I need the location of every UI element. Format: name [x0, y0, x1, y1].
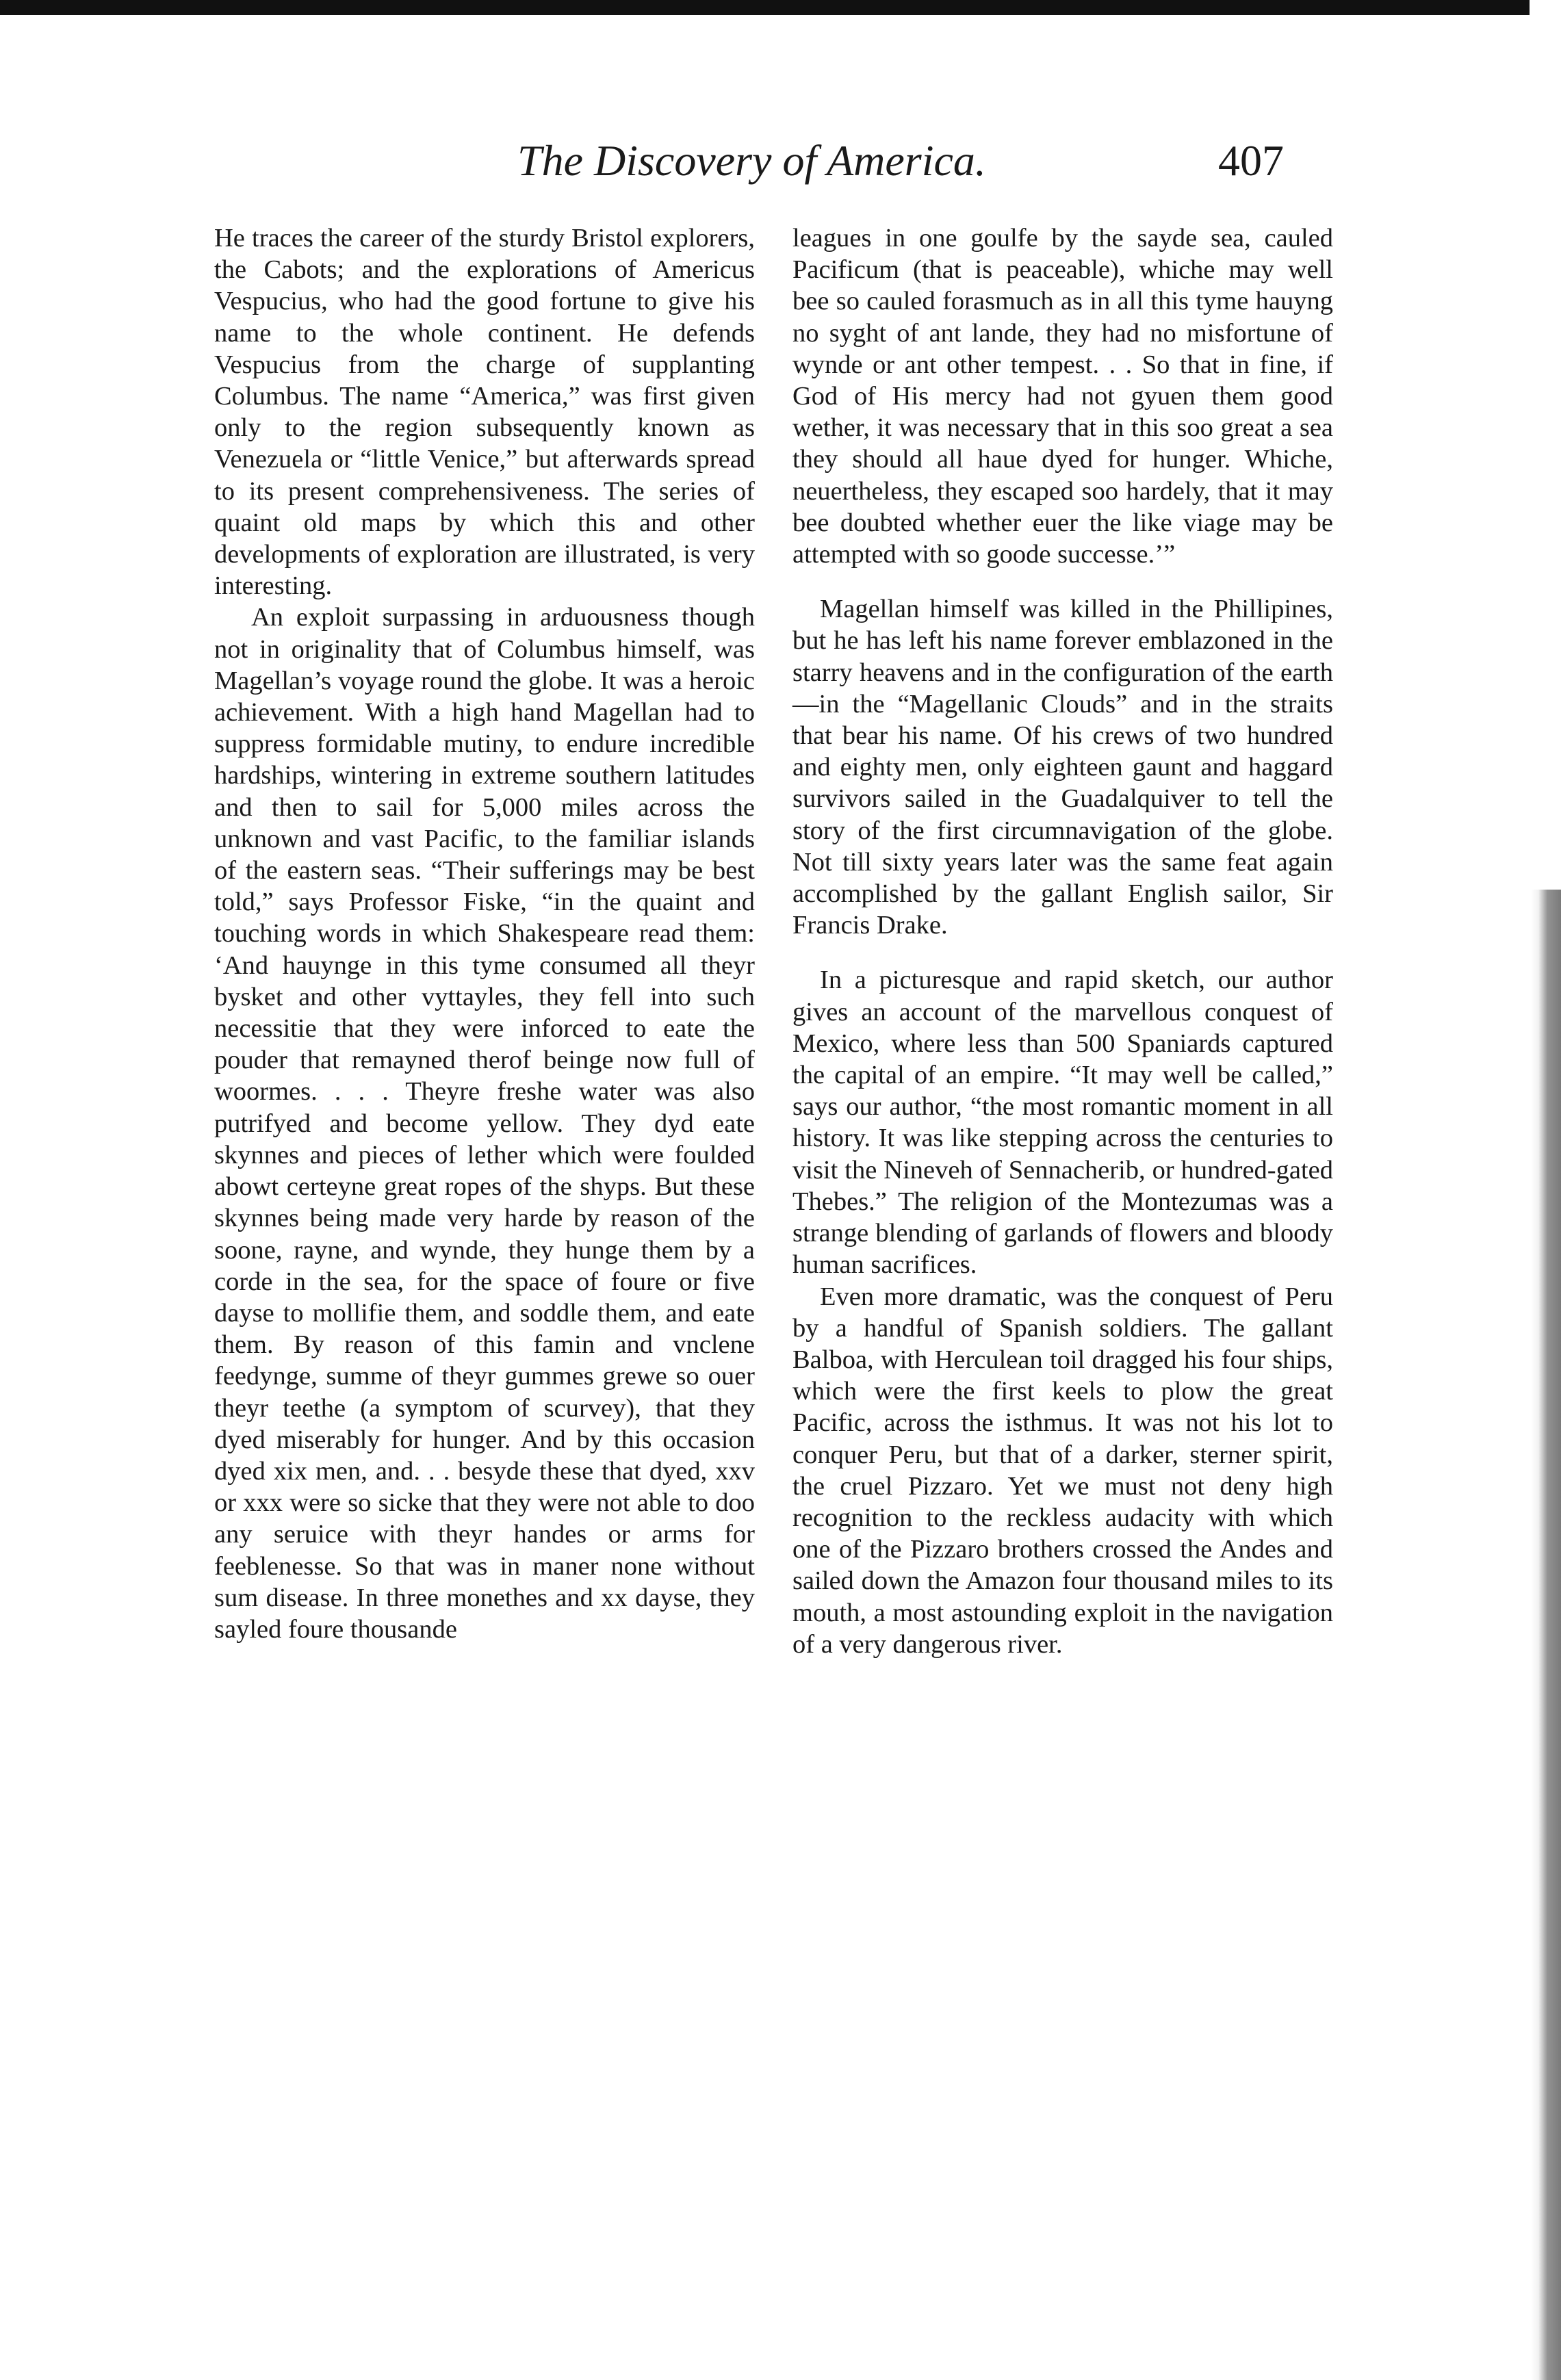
paragraph: leagues in one goulfe by the sayde sea, cauled Pacificum (that is peaceable), whiche may well bee so cauled forasmuch as in all this tyme hauyng no syght of ant lande, they had no misfortune of wynde or ant other tempest. . . So that in fine, if God of His mercy had not gyuen them good wether, it was necessary that in this soo great a sea they should all haue dyed for hunger. Whiche, neuertheless, they escaped soo hardely, that it may bee doubted whether euer the like viage may be attempted with so goode successe.’”: [792, 224, 1333, 569]
page-edge-shadow: [1531, 890, 1561, 2380]
right-column: [792, 222, 1333, 1660]
top-scan-border: [0, 0, 1530, 15]
paragraph: Even more dramatic, was the conquest of Peru by a handful of Spanish soldiers. The gallant Balboa, with Herculean toil dragged his four ships, which were the first keels to plow the great Pacific, across the isthmus. It was not his lot to conquer Peru, but that of a darker, sterner spirit, the cruel Pizzaro. Yet we must not deny high recognition to the reckless audacity with which one of the Pizzaro brothers crossed the Andes and sailed down the Amazon four thousand miles to its mouth, a most astounding exploit in the navigation of a very dangerous river.: [792, 1282, 1333, 1659]
paragraph: An exploit surpassing in arduousness though not in originality that of Columbus himself, was Magellan’s voyage round the globe. It was a heroic achievement. With a high hand Magellan had to suppress formidable mutiny, to endure incredible hardships, wintering in extreme southern latitudes and then to sail for 5,000 miles across the unknown and vast Pacific, to the familiar islands of the eastern seas. “Their sufferings may be best told,” says Professor Fiske, “in the quaint and touching words in which Shakespeare read them: ‘And hauynge in this tyme consumed all theyr bysket and other vyttayles, they fell into such necessitie that they were inforced to eate the pouder that remayned therof beinge now full of woormes. . . . Theyre freshe water was also putrifyed and become yellow. They dyd eate skynnes and pieces of lether which were foulded abowt certeyne great ropes of the shyps. But these skynnes being made very harde by reason of the soone, rayne, and wynde, they hunge them by a corde in the sea, for the space of foure or five dayse to mollifie them, and soddle them, and eate them. By reason of this famin and vnclene feedynge, summe of theyr gummes grewe so ouer theyr teethe (a symptom of scurvey), that they dyed miserably for hunger. And by this occasion dyed xix men, and. . . besyde these that dyed, xxv or xxx were so sicke that they were not able to doo any seruice with theyr handes or arms for feeblenesse. So that was in maner none without sum disease. In three monethes and xx dayse, they sayled foure thousande: [214, 603, 755, 1644]
paragraph: In a picturesque and rapid sketch, our author gives an account of the marvellous conquest of Mexico, where less than 500 Spaniards captured the capital of an empire. “It may well be called,” says our author, “the most romantic moment in all history. It was like stepping across the centuries to visit the Nineveh of Sennacherib, or hundred-gated Thebes.” The religion of the Montezumas was a strange blending of garlands of flowers and bloody human sacrifices.: [792, 966, 1333, 1280]
left-column: [214, 222, 755, 1645]
page-header: [0, 130, 1561, 192]
paragraph: He traces the career of the sturdy Bristol explorers, the Cabots; and the explorations of Americus Vespucius, who had the good fortune to give his name to the whole continent. He defends Vespucius from the charge of supplanting Columbus. The name “America,” was first given only to the region subsequently known as Venezuela or “little Venice,” but afterwards spread to its present comprehensiveness. The series of quaint old maps by which this and other developments of exploration are illustrated, is very interesting.: [214, 224, 755, 601]
page-number: 407: [1218, 136, 1284, 185]
paragraph: Magellan himself was killed in the Phillipines, but he has left his name forever emblazoned in the starry heavens and in the configuration of the earth—in the “Magellanic Clouds” and in the straits that bear his name. Of his crews of two hundred and eighty men, only eighteen gaunt and haggard survivors sailed in the Guadalquiver to tell the story of the first circumnavigation of the globe. Not till sixty years later was the same feat again accomplished by the gallant English sailor, Sir Francis Drake.: [792, 595, 1333, 940]
running-title: The Discovery of America.: [517, 136, 986, 185]
